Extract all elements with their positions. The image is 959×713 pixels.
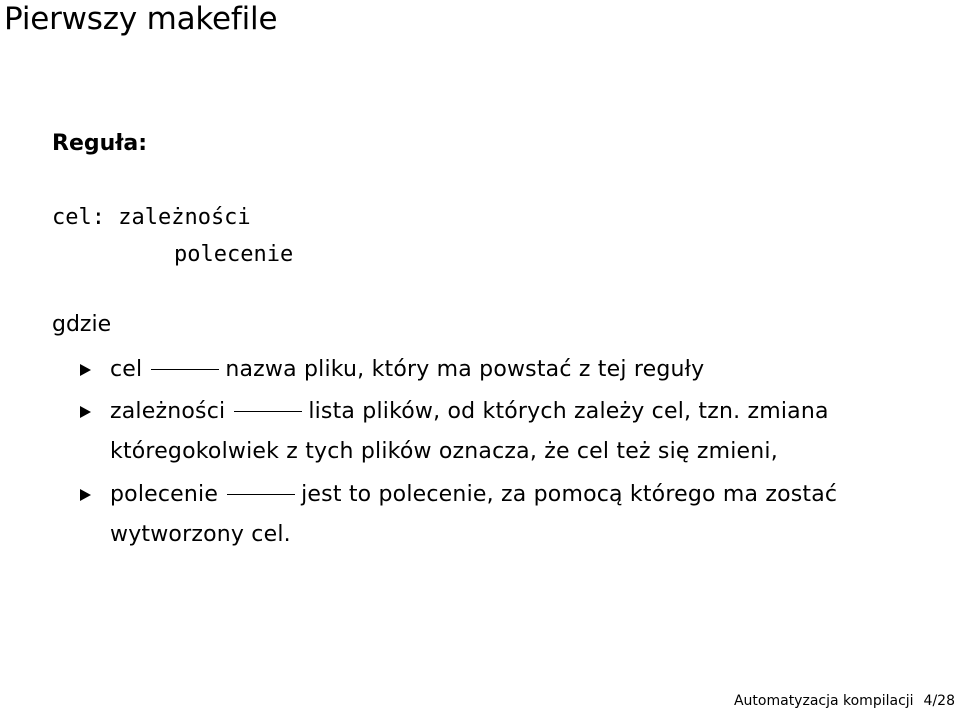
where-label: gdzie — [52, 312, 112, 337]
term-label: cel — [110, 357, 143, 382]
em-dash-rule — [227, 494, 295, 495]
footer-page-number: 4/28 — [923, 693, 955, 709]
term-description: nazwa pliku, który ma powstać z tej reguły — [225, 357, 705, 382]
triangle-bullet-icon — [80, 489, 91, 501]
slide-title: Pierwszy makefile — [4, 1, 278, 37]
term-label: polecenie — [110, 482, 219, 507]
term-description: jest to polecenie, za pomocą którego ma zostać wytworzony cel. — [110, 482, 838, 547]
em-dash-rule — [234, 411, 302, 412]
footer-section-title: Automatyzacja kompilacji — [733, 693, 914, 709]
code-line-target-dependencies: cel: zależności — [52, 205, 251, 230]
list-item-command — [80, 475, 880, 555]
code-line-command: polecenie — [174, 242, 294, 267]
term-label: zależności — [110, 399, 226, 424]
triangle-bullet-icon — [80, 364, 91, 376]
list-item-target — [80, 350, 880, 390]
list-item-dependencies — [80, 392, 880, 472]
triangle-bullet-icon — [80, 406, 91, 418]
rule-heading: Reguła: — [52, 131, 148, 156]
term-description: lista plików, od których zależy cel, tzn. zmiana któregokolwiek z tych plików oznacza, że cel też się zmieni, — [110, 399, 829, 464]
em-dash-rule — [151, 369, 219, 370]
slide-footer — [734, 691, 955, 711]
